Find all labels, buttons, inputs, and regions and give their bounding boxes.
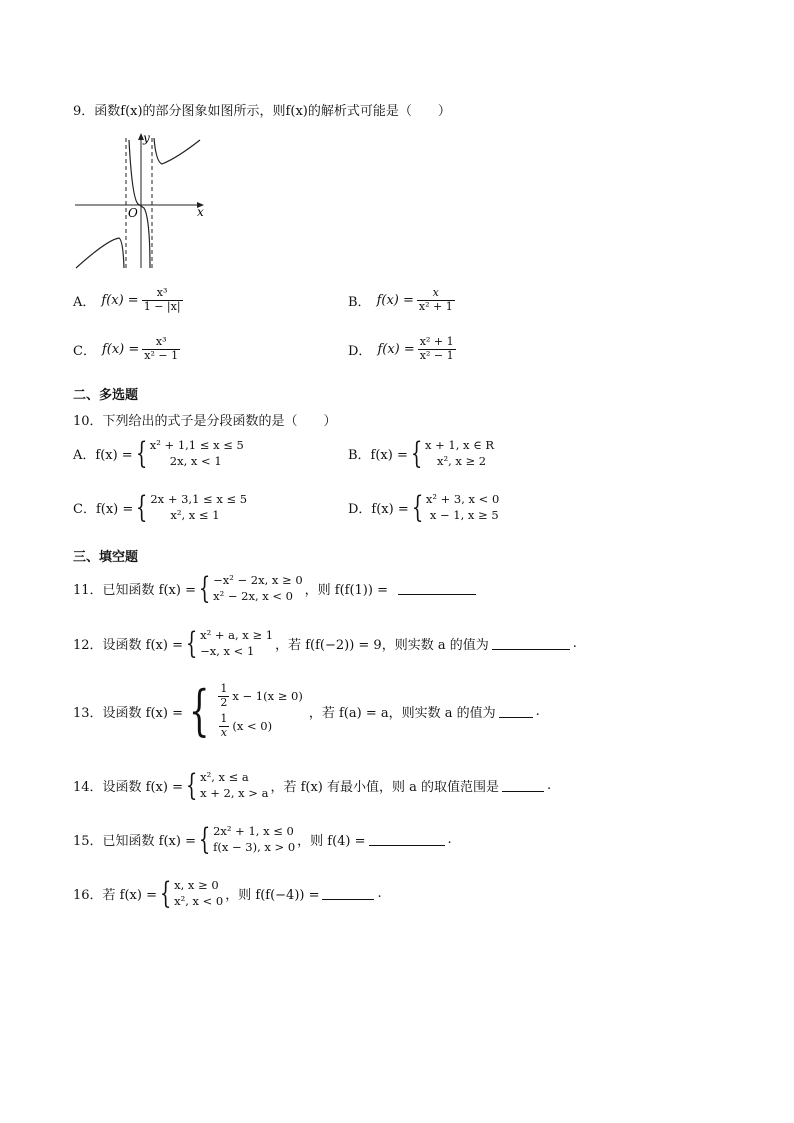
option-label: D．f(x) = <box>348 502 409 518</box>
brace: { <box>198 821 211 857</box>
q9-option-a[interactable] <box>73 287 186 313</box>
option-label: D． <box>348 343 372 359</box>
answer-blank[interactable] <box>492 637 570 650</box>
brace: { <box>159 875 172 911</box>
answer-blank[interactable] <box>369 833 445 846</box>
q10-option-d[interactable] <box>348 489 500 525</box>
cases: x², x ≤ a x + 2, x > a <box>200 770 269 800</box>
cases: x + 1, x ∈ R x², x ≥ 2 <box>424 438 494 468</box>
section-heading-fill-blank: 三、填空题 <box>73 550 139 565</box>
fraction: $\frac{\text{x² + 1}}{\text{x² − 1}}$ <box>419 335 454 362</box>
fraction: $\frac{x}{\text{x² + 1}}$ <box>418 286 453 313</box>
q10-option-c[interactable] <box>73 489 248 525</box>
fraction: $\frac{\text{x³}}{1 - |x|}$ <box>143 286 181 313</box>
brace: { <box>411 489 424 525</box>
brace: { <box>135 435 147 471</box>
q9-graph <box>72 128 212 273</box>
cases: $\frac{1}{2}$ x − 1(x ≥ 0) $\frac{1}{x}$ (x < 0) <box>220 682 303 739</box>
q9-option-b[interactable] <box>348 287 458 313</box>
cases: 2x² + 1, x ≤ 0 f(x − 3), x > 0 <box>213 824 296 854</box>
question-16: 16．若 f(x) = { x, x ≥ 0 x², x < 0 ，则 f(f(−4)) = . <box>73 875 382 911</box>
cases: 2x + 3,1 ≤ x ≤ 5 x², x ≤ 1 <box>150 492 248 522</box>
answer-blank[interactable] <box>322 887 374 900</box>
option-label: B．f(x) = <box>348 448 408 464</box>
option-label: C． <box>73 343 96 359</box>
option-lhs: f(x) = <box>101 341 140 357</box>
origin-label: O <box>128 206 138 220</box>
q9-option-c[interactable] <box>73 336 183 362</box>
question-9-stem: 9．函数f(x)的部分图象如图所示，则f(x)的解析式可能是（ ） <box>73 104 451 119</box>
question-11: 11．已知函数 f(x) = { −x² − 2x, x ≥ 0 x² − 2x, x < 0 ，则 f(f(1)) = <box>73 573 479 604</box>
brace: { <box>188 679 210 743</box>
option-lhs: f(x) = <box>101 292 139 308</box>
cases: −x² − 2x, x ≥ 0 x² − 2x, x < 0 <box>213 573 303 603</box>
q9-option-d[interactable] <box>348 336 459 362</box>
cases: x² + a, x ≥ 1 −x, x < 1 <box>200 628 274 658</box>
cases: x² + 3, x < 0 x − 1, x ≥ 5 <box>425 492 500 522</box>
section-heading-multiple-choice: 二、多选题 <box>73 388 139 403</box>
y-axis-label: y <box>143 131 150 145</box>
answer-blank[interactable] <box>502 779 544 792</box>
option-label: B． <box>348 294 371 310</box>
brace: { <box>136 489 148 525</box>
question-10-stem: 10．下列给出的式子是分段函数的是（ ） <box>73 414 337 429</box>
brace: { <box>410 435 423 471</box>
question-13: 13．设函数 f(x) = { $\frac{1}{2}$ x − 1(x ≥ 0) $\frac{1}{x}$ (x < 0) ，若 f(a) = a，则实数 a 的值为 . <box>73 679 540 743</box>
q10-option-a[interactable] <box>73 435 244 471</box>
question-14: 14．设函数 f(x) = { x², x ≤ a x + 2, x > a ，若 f(x) 有最小值，则 a 的取值范围是 . <box>73 767 552 803</box>
question-12: 12．设函数 f(x) = { x² + a, x ≥ 1 −x, x < 1 ，若 f(f(−2)) = 9，则实数 a 的值为 . <box>73 625 577 661</box>
question-15: 15．已知函数 f(x) = { 2x² + 1, x ≤ 0 f(x − 3), x > 0 ，则 f(4) = . <box>73 821 452 857</box>
cases: x² + 1,1 ≤ x ≤ 5 2x, x < 1 <box>149 438 244 468</box>
x-axis-label: x <box>197 205 204 219</box>
answer-blank[interactable] <box>398 582 476 595</box>
answer-blank[interactable] <box>499 705 533 718</box>
option-label: C．f(x) = <box>73 502 134 518</box>
option-lhs: f(x) = <box>376 292 414 308</box>
brace: { <box>198 570 211 606</box>
fraction: $\frac{\text{x³}}{\text{x² − 1}}$ <box>144 335 179 362</box>
q10-option-b[interactable] <box>348 435 494 471</box>
option-label: A．f(x) = <box>73 448 133 464</box>
option-label: A． <box>73 294 96 310</box>
option-lhs: f(x) = <box>377 341 415 357</box>
brace: { <box>185 625 198 661</box>
brace: { <box>185 767 198 803</box>
cases: x, x ≥ 0 x², x < 0 <box>174 878 224 908</box>
